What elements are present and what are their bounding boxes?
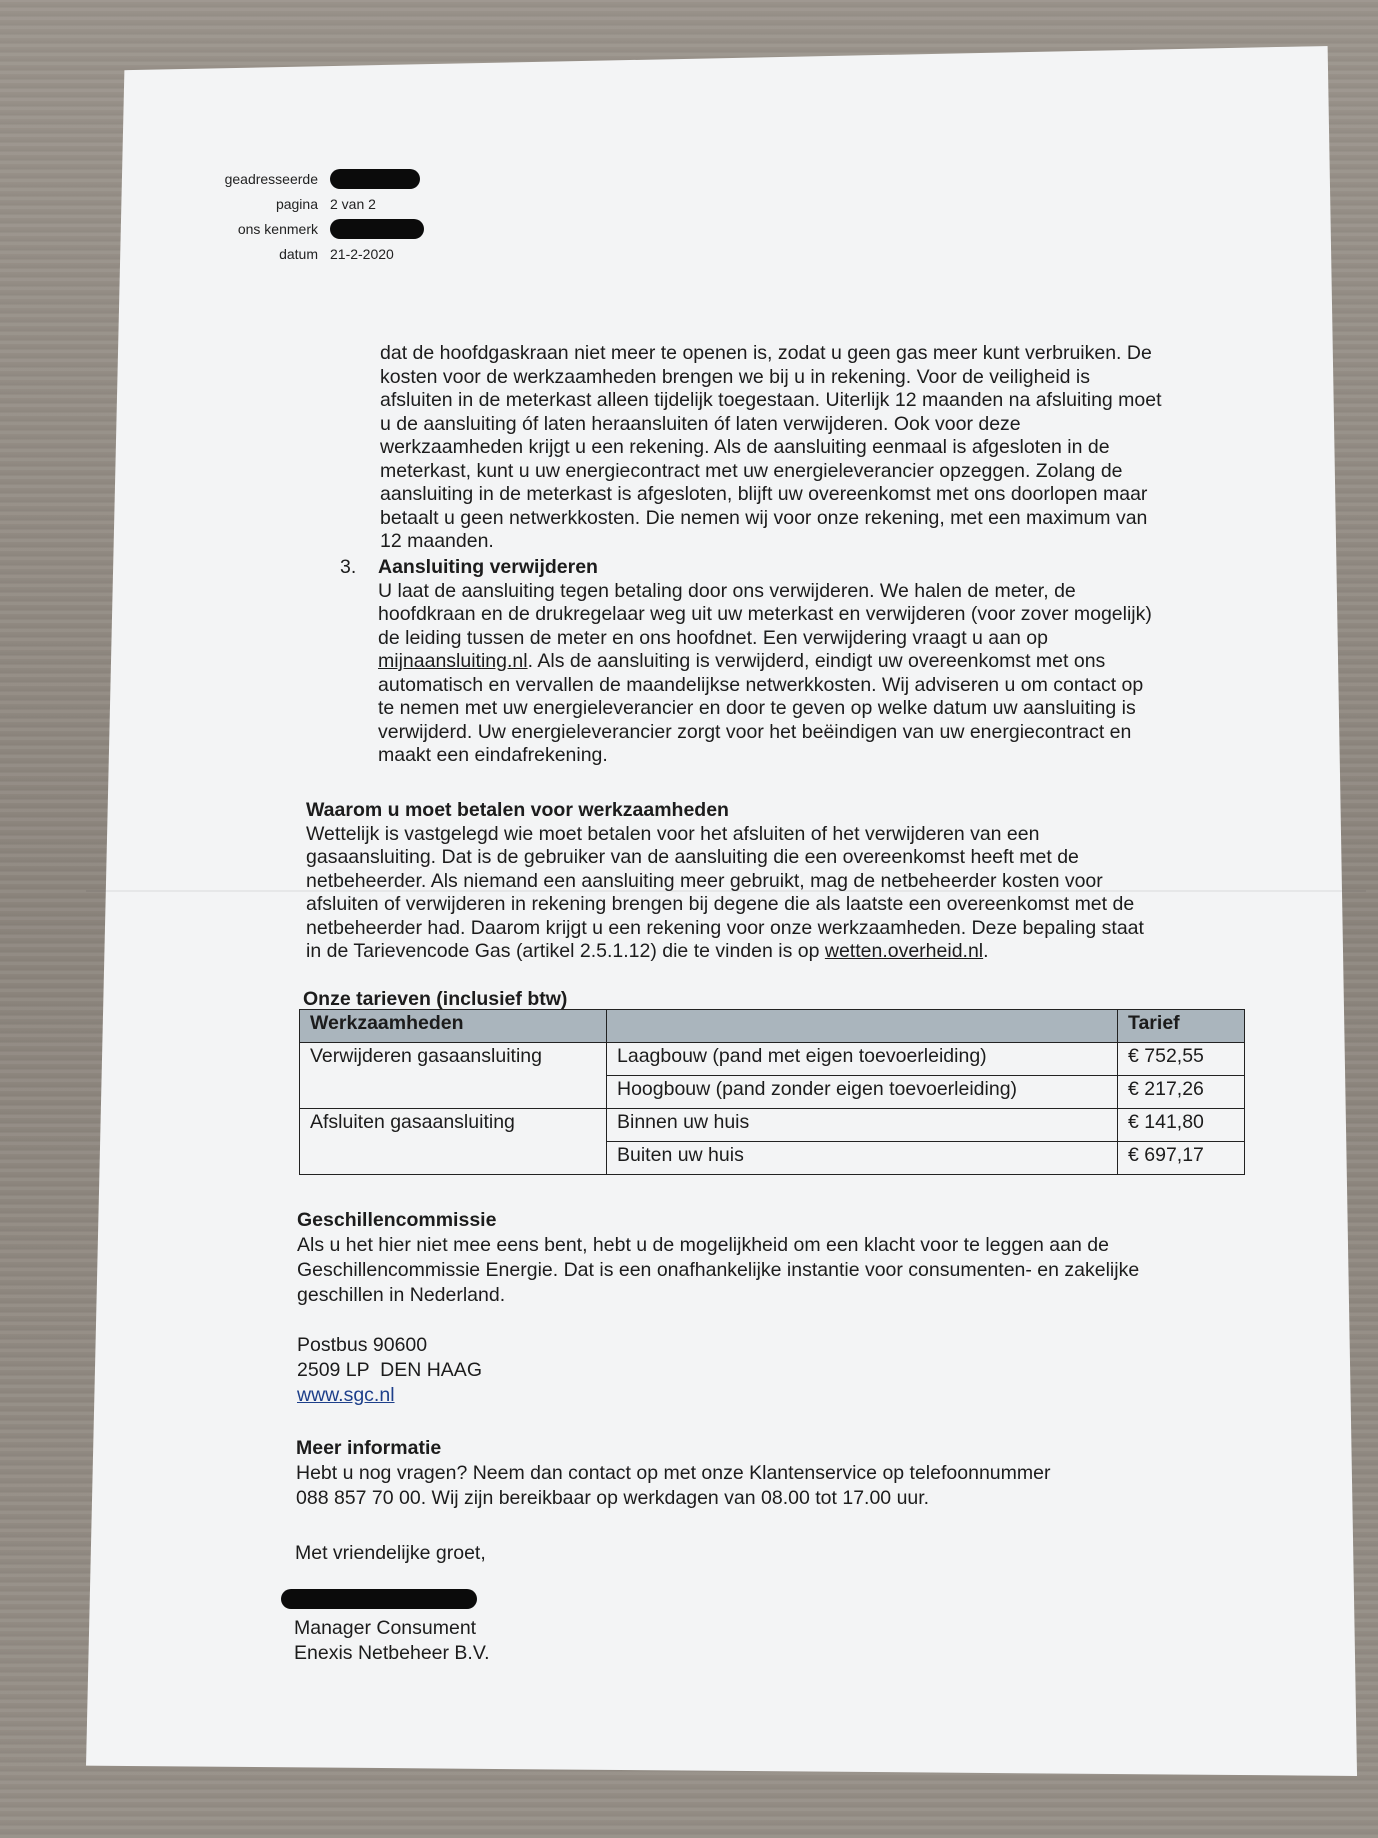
meta-page-label: pagina	[275, 195, 318, 212]
text-line: de leiding tussen de meter en ons hoofdnet. Een verwijdering vraagt u aan op	[378, 626, 1048, 649]
meta-date-label: datum	[279, 245, 318, 262]
text-line: u de aansluiting óf laten heraansluiten óf laten verwijderen. Ook voor deze	[380, 412, 1021, 435]
text-line: aansluiting in de meterkast is afgesloten, blijft uw overeenkomst met ons doorlopen maar	[380, 483, 1148, 505]
signatory-company: Enexis Netbeheer B.V.	[294, 1642, 490, 1664]
item-number: 3.	[340, 556, 357, 578]
text-line: geschillen in Nederland.	[297, 1284, 506, 1306]
text-line: netbeheerder had. Daarom krijgt u een rekening voor onze werkzaamheden. Deze bepaling staat	[306, 916, 1144, 939]
waarom-last-prefix: in de Tarievencode Gas (artikel 2.5.1.12) die te vinden is op	[306, 940, 825, 962]
table-cell-group: Verwijderen gasaansluiting	[300, 1043, 607, 1109]
text-line: betaalt u geen netwerkkosten. Die nemen wij voor onze rekening, met een maximum van	[380, 506, 1148, 529]
meta-addressee-row	[168, 166, 424, 191]
closing-greeting: Met vriendelijke groet,	[295, 1542, 486, 1564]
continuation-paragraph	[380, 342, 1162, 554]
tarieven-table	[299, 1009, 1245, 1175]
website-line	[297, 1383, 1139, 1408]
waarom-last-suffix: .	[983, 940, 989, 962]
item3-heading: Aansluiting verwijderen	[378, 556, 598, 578]
table-row	[300, 1109, 1245, 1142]
waarom-heading: Waarom u moet betalen voor werkzaamheden	[306, 799, 729, 821]
text-line: automatisch en vervallen de maandelijkse netwerkkosten. Wij adviseren u om contact op	[378, 673, 1144, 696]
table-header	[607, 1010, 1118, 1043]
table-cell-price: € 697,17	[1118, 1142, 1245, 1175]
table-header: Tarief	[1118, 1010, 1245, 1043]
text-line: Geschillencommissie Energie. Dat is een onafhankelijke instantie voor consumenten- en zakelijke	[297, 1259, 1140, 1281]
table-row	[300, 1043, 1245, 1076]
text-line: werkzaamheden krijgt u een rekening. Als de aansluiting eenmaal is afgesloten in de	[380, 436, 1110, 458]
meta-page-value: 2 van 2	[330, 195, 376, 212]
text-line: Hebt u nog vragen? Neem dan contact op met onze Klantenservice op telefoonnummer	[296, 1462, 1051, 1484]
text-line: afsluiten in de meterkast alleen tijdelijk toegestaan. Uiterlijk 12 maanden na afsluiting moet	[380, 389, 1162, 411]
text-line: U laat de aansluiting tegen betaling door ons verwijderen. We halen de meter, de	[378, 579, 1076, 602]
meta-reference-label: ons kenmerk	[237, 220, 318, 237]
item3-section	[378, 556, 1152, 768]
text-line: verwijderd. Uw energieleverancier zorgt voor het beëindigen van uw energiecontract en	[378, 720, 1132, 743]
text-line: kosten voor de werkzaamheden brengen we bij u in rekening. Voor de veiligheid is	[380, 365, 1091, 388]
text-line	[306, 940, 1144, 964]
table-cell-type: Hoogbouw (pand zonder eigen toevoerleiding)	[607, 1076, 1118, 1109]
wetten-overheid-link[interactable]: wetten.overheid.nl	[824, 940, 984, 962]
city-line: 2509 LP DEN HAAG	[297, 1359, 482, 1381]
tarieven-caption: Onze tarieven (inclusief btw)	[303, 988, 568, 1010]
geschillen-section	[297, 1208, 1139, 1408]
redaction-addressee	[330, 169, 420, 189]
table-cell-group: Afsluiten gasaansluiting	[300, 1109, 607, 1175]
text-line: meterkast, kunt u uw energiecontract met uw energieleverancier opzeggen. Zolang de	[380, 459, 1123, 482]
text-line: hoofdkraan en de drukregelaar weg uit uw meterkast en verwijderen (voor zover mogelijk)	[378, 603, 1152, 625]
text-line: gasaansluiting. Dat is de gebruiker van de aansluiting die een overeenkomst heeft met de	[306, 846, 1079, 868]
meta-page-row	[168, 191, 424, 216]
table-cell-type: Binnen uw huis	[607, 1109, 1118, 1142]
signatory-title: Manager Consument	[294, 1617, 477, 1639]
table-cell-price: € 141,80	[1118, 1109, 1245, 1142]
table-header-row	[300, 1010, 1245, 1043]
link-tail: . Als de aansluiting is verwijderd, eindigt uw overeenkomst met ons	[527, 650, 1106, 672]
waarom-section	[306, 799, 1144, 964]
meta-date-row	[168, 241, 424, 266]
text-line: te nemen met uw energieleverancier en door te geven op welke datum uw aansluiting is	[378, 697, 1136, 719]
text-line: Wettelijk is vastgelegd wie moet betalen voor het afsluiten of het verwijderen van een	[306, 822, 1040, 845]
text-line: 12 maanden.	[380, 530, 494, 552]
table-cell-type: Laagbouw (pand met eigen toevoerleiding)	[607, 1043, 1118, 1076]
text-line	[378, 650, 1152, 674]
spacer	[297, 1308, 1139, 1333]
closing-signatory	[294, 1616, 490, 1666]
geschillen-heading: Geschillencommissie	[297, 1209, 497, 1231]
table-cell-price: € 217,26	[1118, 1076, 1245, 1109]
text-line: maakt een eindafrekening.	[378, 744, 608, 766]
table-header: Werkzaamheden	[300, 1010, 607, 1043]
table-cell-price: € 752,55	[1118, 1043, 1245, 1076]
text-line: Als u het hier niet mee eens bent, hebt u de mogelijkheid om een klacht voor te leggen aan de	[297, 1234, 1109, 1256]
sgc-website-link[interactable]: www.sgc.nl	[297, 1384, 395, 1406]
letter-meta	[168, 166, 424, 266]
meta-addressee-label: geadresseerde	[224, 170, 318, 187]
redaction-signature	[281, 1589, 477, 1609]
meer-section	[296, 1436, 1050, 1511]
text-line: afsluiten of verwijderen in rekening brengen bij degene die als laatste een overeenkomst met de	[306, 893, 1135, 915]
table-cell-type: Buiten uw huis	[607, 1142, 1118, 1175]
text-line: netbeheerder. Als niemand een aansluiting meer gebruikt, mag de netbeheerder kosten voor	[306, 869, 1103, 892]
meta-date-value: 21-2-2020	[330, 245, 394, 262]
redaction-reference	[330, 219, 424, 239]
mijnaansluiting-link[interactable]: mijnaansluiting.nl	[378, 650, 528, 672]
postbus-line: Postbus 90600	[297, 1334, 428, 1356]
meta-reference-row	[168, 216, 424, 241]
meer-heading: Meer informatie	[296, 1437, 442, 1459]
text-line: dat de hoofdgaskraan niet meer te openen is, zodat u geen gas meer kunt verbruiken. De	[380, 342, 1152, 364]
text-line: 088 857 70 00. Wij zijn bereikbaar op werkdagen van 08.00 tot 17.00 uur.	[296, 1487, 930, 1509]
